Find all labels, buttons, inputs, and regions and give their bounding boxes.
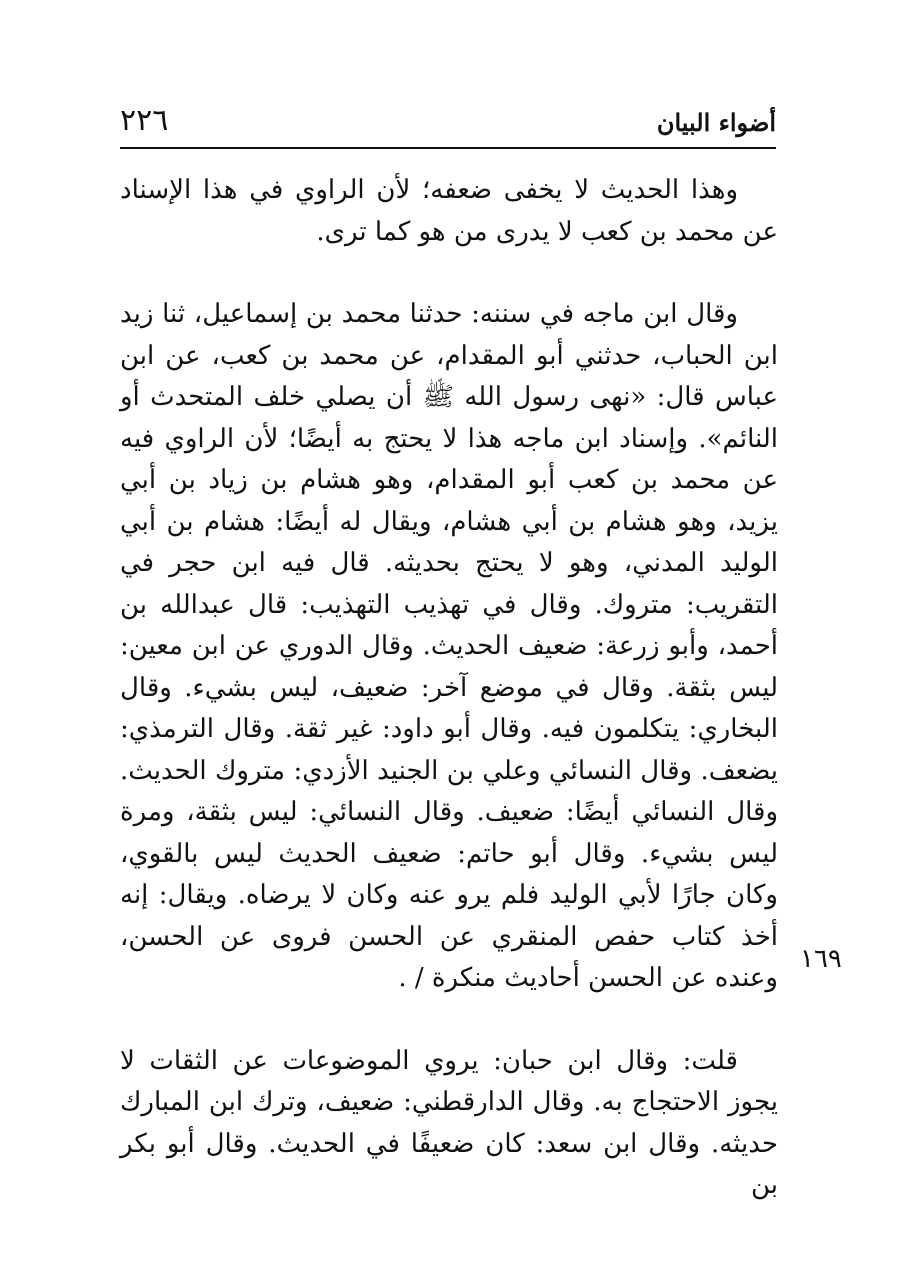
paragraph: قلت: وقال ابن حبان: يروي الموضوعات عن الثقات لا يجوز الاحتجاج به. وقال الدارقطني: ضعيف، وترك ابن المبارك حديثه. وقال ابن سعد: كان ضعيفًا في الحديث. وقال أبو بكر بن <box>120 1045 778 1200</box>
paragraph: وقال ابن ماجه في سننه: حدثنا محمد بن إسماعيل، ثنا زيد ابن الحباب، حدثني أبو المقدام، عن محمد بن كعب، عن ابن عباس قال: «نهى رسول الله ﷺ أن يصلي خلف المتحدث أو النائم». وإسناد ابن ماجه هذا لا يحتج به أيضًا؛ لأن الراوي فيه عن محمد بن كعب أبو المقدام، وهو هشام بن زياد بن أبي يزيد، وهو هشام بن أبي هشام، ويقال له أيضًا: هشام بن أبي الوليد المدني، وهو لا يحتج بحديثه. قال فيه ابن حجر في التقريب: متروك. وقال في تهذيب التهذيب: قال عبدالله بن أحمد، وأبو زرعة: ضعيف الحديث. وقال الدوري عن ابن معين: ليس بثقة. وقال في موضع آخر: ضعيف، ليس بشيء. وقال البخاري: يتكلمون فيه. وقال أبو داود: غير ثقة. وقال الترمذي: يضعف. وقال النسائي وعلي بن الجنيد الأزدي: متروك الحديث. وقال النسائي أيضًا: ضعيف. وقال النسائي: ليس بثقة، ومرة ليس بشيء. وقال أبو حاتم: ضعيف الحديث ليس بالقوي، وكان جارًا لأبي الوليد فلم يرو عنه وكان لا يرضاه. ويقال: إنه أخذ كتاب حفص المنقري عن الحسن فروى عن الحسن، وعنده عن الحسن أحاديث منكرة / . <box>120 299 778 993</box>
body-text <box>120 170 778 1207</box>
margin-page-reference: ١٦٩ <box>800 944 842 974</box>
header-rule <box>120 147 776 149</box>
paragraph: وهذا الحديث لا يخفى ضعفه؛ لأن الراوي في هذا الإسناد عن محمد بن كعب لا يدرى من هو كما ترى. <box>120 175 778 247</box>
running-title: أضواء البيان <box>656 108 776 137</box>
page-number: ٢٢٦ <box>120 103 169 138</box>
page-header <box>120 96 776 146</box>
